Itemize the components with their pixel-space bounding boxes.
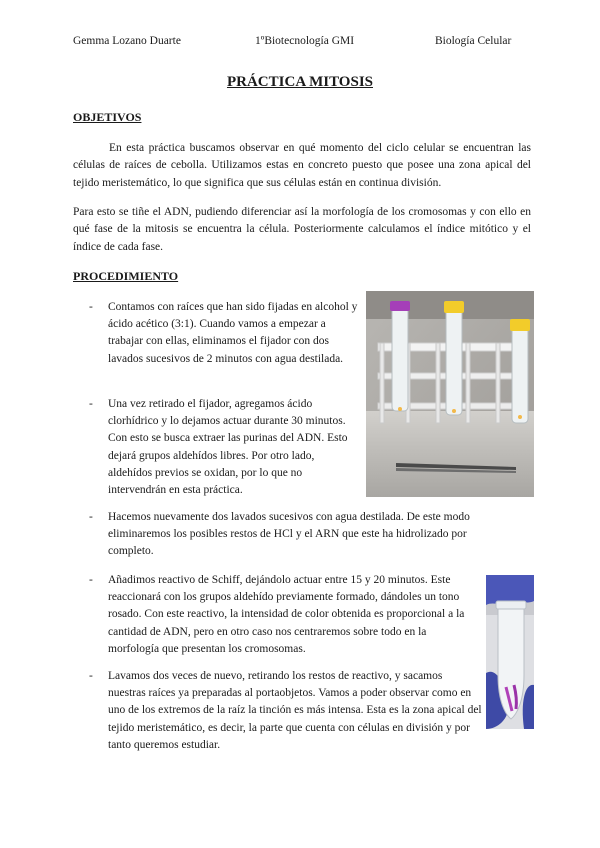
bullet-dash: -: [89, 511, 93, 523]
header-course: 1ºBiotecnología GMI: [255, 35, 355, 47]
list-item: Hacemos nuevamente dos lavados sucesivos con agua destilada. De este modo eliminaremos los posibles restos de HCl y el ARN que este ha hidrolizado por completo.: [108, 511, 470, 558]
objetivos-paragraph-2: Para esto se tiñe el ADN, pudiendo diferenciar así la morfología de los cromosomas y con ello en qué fase de la mitosis se encuentra la célula. Posteriormente calculamos el índice mitótico y el índice de cada fase.: [73, 206, 531, 253]
list-item: Una vez retirado el fijador, agregamos ácido clorhídrico y lo dejamos actuar durante 30 minutos. Con esto se busca extraer las purinas del ADN. Esto dejará grupos aldehídos libres. Por otro lado, aldehídos previos se oxidan, por lo que no intervendrán en esta práctica.: [108, 398, 348, 497]
list-item: Lavamos dos veces de nuevo, retirando los restos de reactivo, y sacamos nuestras raíces ya preparadas al portaobjetos. Vamos a poder observar como en uno de los extremos de la raíz la tinción es más intensa. Esta es la zona apical del tejido meristemático, es decir, la parte que cuenta con células en división y por tanto queremos estudiar.: [108, 670, 482, 751]
bullet-dash: -: [89, 301, 93, 313]
header-subject: Biología Celular: [435, 35, 512, 47]
section-heading-objetivos: OBJETIVOS: [73, 110, 142, 124]
bullet-dash: -: [89, 670, 93, 682]
list-item: Añadimos reactivo de Schiff, dejándolo actuar entre 15 y 20 minutos. Este reaccionará con los grupos aldehído previamente formado, dándoles un tono rosado. Con este reactivo, la intensidad de color obtenida es proporcional a la cantidad de ADN, pero en otro caso nos centraremos sobre todo en la morfología que presentan los cromosomas.: [108, 574, 465, 655]
header-author: Gemma Lozano Duarte: [73, 35, 181, 47]
objetivos-paragraph-1: En esta práctica buscamos observar en qué momento del ciclo celular se encuentran las células de raíces de cebolla. Utilizamos estas en concreto puesto que posee una zona apical del tejido meristemático, lo que significa que sus células están en continua división.: [73, 142, 531, 189]
tube-rack-photo: [366, 291, 534, 497]
section-heading-procedimiento: PROCEDIMIENTO: [73, 269, 179, 283]
tube-hand-photo: [486, 575, 534, 729]
list-item: Contamos con raíces que han sido fijadas en alcohol y ácido acético (3:1). Cuando vamos a empezar a trabajar con ellas, eliminamos el fijador con dos lavados sucesivos de 2 minutos con agua destilada.: [108, 301, 358, 365]
page-title: PRÁCTICA MITOSIS: [226, 74, 373, 90]
bullet-dash: -: [89, 574, 93, 586]
bullet-dash: -: [89, 398, 93, 410]
